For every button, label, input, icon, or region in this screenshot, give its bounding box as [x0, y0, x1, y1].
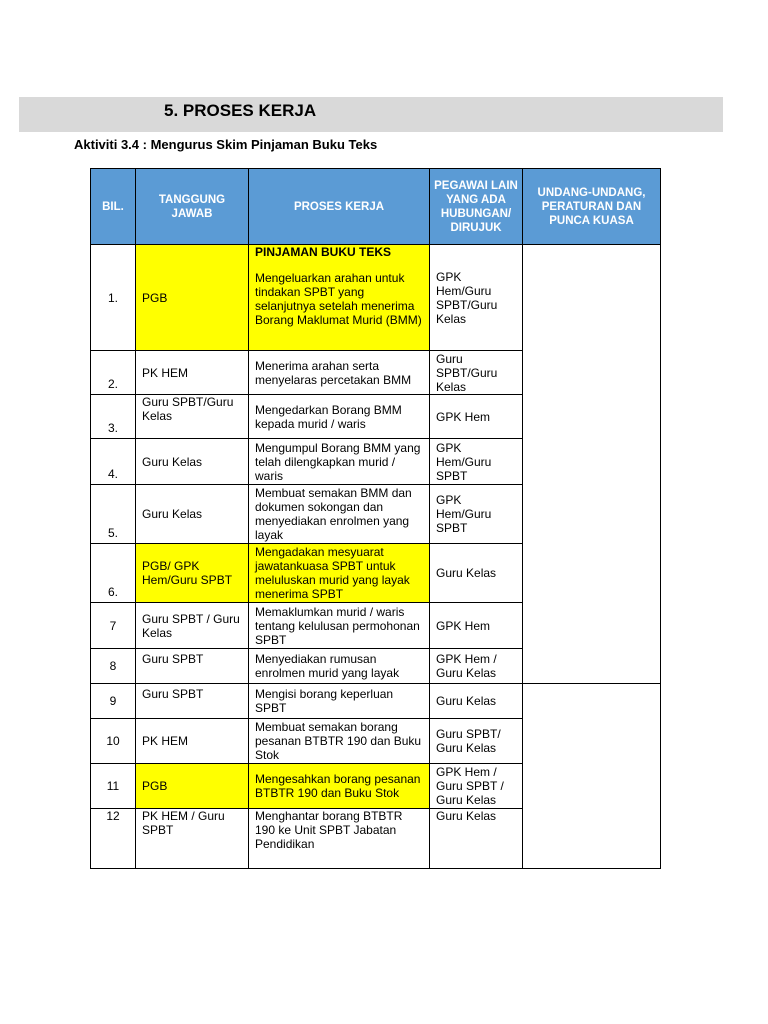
row-responsible: Guru SPBT/Guru Kelas: [136, 395, 249, 439]
row-responsible: PGB: [136, 245, 249, 351]
row-number: 6.: [91, 544, 136, 603]
law-column-cell: [523, 245, 661, 684]
row-responsible: PGB: [136, 764, 249, 809]
row-number: 11: [91, 764, 136, 809]
row-process: Membuat semakan BMM dan dokumen sokongan dan menyediakan enrolmen yang layak: [249, 485, 430, 544]
section-header-bar: [19, 97, 723, 132]
row-process: [249, 245, 430, 351]
row-related-officer: Guru SPBT/Guru Kelas: [430, 351, 523, 395]
header-tanggung-jawab: TANGGUNG JAWAB: [136, 169, 249, 245]
row-responsible: Guru Kelas: [136, 439, 249, 485]
row-responsible: Guru SPBT: [136, 649, 249, 684]
row-related-officer: GPK Hem: [430, 603, 523, 649]
row-process: Mengedarkan Borang BMM kepada murid / waris: [249, 395, 430, 439]
row-process: Mengisi borang keperluan SPBT: [249, 684, 430, 719]
row-related-officer: GPK Hem/Guru SPBT: [430, 485, 523, 544]
row-number: 1.: [91, 245, 136, 351]
table-header-row: [91, 169, 661, 245]
row-responsible: PK HEM: [136, 719, 249, 764]
section-title: 5. PROSES KERJA: [164, 101, 317, 120]
row-related-officer: Guru Kelas: [430, 544, 523, 603]
row-related-officer: GPK Hem/Guru SPBT: [430, 439, 523, 485]
row-responsible: PK HEM / Guru SPBT: [136, 809, 249, 869]
table-row: [91, 245, 661, 351]
activity-title: Aktiviti 3.4 : Mengurus Skim Pinjaman Buku Teks: [74, 137, 378, 152]
process-text: Mengeluarkan arahan untuk tindakan SPBT yang selanjutnya setelah menerima Borang Maklumat Murid (BMM): [255, 271, 422, 327]
row-process: Menerima arahan serta menyelaras percetakan BMM: [249, 351, 430, 395]
row-process: Mengadakan mesyuarat jawatankuasa SPBT untuk meluluskan murid yang layak menerima SPBT: [249, 544, 430, 603]
law-column-cell: [523, 684, 661, 869]
row-number: 12: [91, 809, 136, 869]
process-table: [90, 168, 661, 869]
row-number: 7: [91, 603, 136, 649]
row-process: Mengumpul Borang BMM yang telah dilengkapkan murid / waris: [249, 439, 430, 485]
row-related-officer: Guru Kelas: [430, 809, 523, 869]
row-related-officer: GPK Hem: [430, 395, 523, 439]
row-number: 4.: [91, 439, 136, 485]
row-process: Memaklumkan murid / waris tentang kelulusan permohonan SPBT: [249, 603, 430, 649]
row-number: 9: [91, 684, 136, 719]
row-responsible: Guru Kelas: [136, 485, 249, 544]
row-process: Mengesahkan borang pesanan BTBTR 190 dan Buku Stok: [249, 764, 430, 809]
row-responsible: Guru SPBT / Guru Kelas: [136, 603, 249, 649]
header-pegawai-lain: PEGAWAI LAIN YANG ADA HUBUNGAN/ DIRUJUK: [430, 169, 523, 245]
row-process: Menyediakan rumusan enrolmen murid yang layak: [249, 649, 430, 684]
header-proses-kerja: PROSES KERJA: [249, 169, 430, 245]
row-responsible: PGB/ GPK Hem/Guru SPBT: [136, 544, 249, 603]
row-number: 10: [91, 719, 136, 764]
row-number: 2.: [91, 351, 136, 395]
row-related-officer: Guru SPBT/ Guru Kelas: [430, 719, 523, 764]
header-bil: BIL.: [91, 169, 136, 245]
row-related-officer: GPK Hem / Guru Kelas: [430, 649, 523, 684]
row-process: Menghantar borang BTBTR 190 ke Unit SPBT Jabatan Pendidikan: [249, 809, 430, 869]
header-undang-undang: UNDANG-UNDANG, PERATURAN DAN PUNCA KUASA: [523, 169, 661, 245]
row-number: 5.: [91, 485, 136, 544]
row-number: 8: [91, 649, 136, 684]
row-responsible: PK HEM: [136, 351, 249, 395]
row-process: Membuat semakan borang pesanan BTBTR 190 dan Buku Stok: [249, 719, 430, 764]
table-row: [91, 684, 661, 719]
process-title: PINJAMAN BUKU TEKS: [255, 245, 392, 259]
row-number: 3.: [91, 395, 136, 439]
row-responsible: Guru SPBT: [136, 684, 249, 719]
row-related-officer: GPK Hem/Guru SPBT/Guru Kelas: [430, 245, 523, 351]
row-related-officer: GPK Hem / Guru SPBT / Guru Kelas: [430, 764, 523, 809]
row-related-officer: Guru Kelas: [430, 684, 523, 719]
